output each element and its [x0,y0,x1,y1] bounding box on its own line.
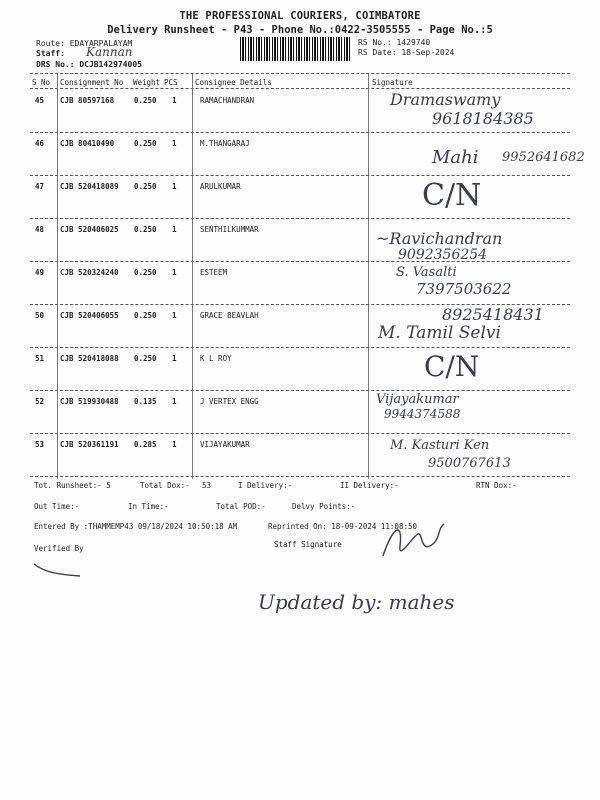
in-time: In Time:- [128,502,169,511]
i-delivery: I Delivery:- [238,481,293,490]
row-signature [372,391,592,433]
row-sno: 49 [35,268,45,277]
row-consignee: K L ROY [200,354,232,363]
row-signature [372,176,592,218]
row-signature [372,219,592,261]
row-consignee: SENTHILKUMMAR [200,225,259,234]
row-sno: 47 [35,182,45,191]
signature-phone: 9500767613 [428,456,511,471]
signature-phone: 9944374588 [384,407,461,421]
table-row [0,391,600,434]
row-weight: 0.250 [134,96,157,105]
row-pcs: 1 [172,354,177,363]
updated-by-note: Updated by: mahes [258,590,455,614]
signature-text: C/N [422,178,482,213]
company-title: THE PROFESSIONAL COURIERS, COIMBATORE [179,10,421,22]
row-sno: 53 [35,440,45,449]
table-header-rule [30,88,570,89]
signature-text: ~Ravichandran [376,229,503,248]
row-pcs: 1 [172,225,177,234]
staff-label: Staff: [36,49,65,58]
entered-by: Entered By :THAMMEMP43 09/18/2024 10:50:18 AM [34,522,238,531]
row-consignment: CJB 80597168 [60,96,115,105]
staff-signature-label: Staff Signature [274,540,342,549]
row-consignment: CJB 520406055 [60,311,119,320]
row-signature [372,305,592,347]
col-pcs: PCS [164,78,178,87]
rs-number: RS No.: 1429740 [358,38,431,47]
row-consignee: GRACE BEAVLAH [200,311,259,320]
row-pcs: 1 [172,182,177,191]
row-pcs: 1 [172,397,177,406]
row-signature [372,262,592,304]
runsheet-title: Delivery Runsheet - P43 - Phone No.:0422-3505555 - Page No.:5 [107,24,493,36]
table-row [0,219,600,262]
row-consignee: VIJAYAKUMAR [200,440,250,449]
row-pcs: 1 [172,311,177,320]
row-consignment: CJB 80410490 [60,139,115,148]
total-pod: Total POD:- [216,502,266,511]
signature-text: Vijayakumar [376,392,459,407]
col-consignee: Consignee Details [195,78,272,87]
row-weight: 0.250 [134,139,157,148]
row-consignee: ESTEEM [200,268,228,277]
staff-signature-scribble [378,516,448,566]
signature-text: 8925418431 [442,305,544,324]
out-time: Out Time:- [34,502,80,511]
row-weight: 0.250 [134,354,157,363]
col-consignment: Consignment No [60,78,124,87]
row-weight: 0.285 [134,440,157,449]
row-pcs: 1 [172,268,177,277]
total-dox-value: 53 [202,481,212,490]
signature-phone: M. Tamil Selvi [378,323,501,343]
table-row [0,434,600,477]
row-consignee: RAMACHANDRAN [200,96,255,105]
staff-handwritten-name: Kannan [86,45,133,59]
row-weight: 0.250 [134,268,157,277]
table-row [0,305,600,348]
rs-date: RS Date: 18-Sep-2024 [358,48,455,57]
route-label: Route: EDAYARPALAYAM [36,39,133,48]
signature-text: M. Kasturi Ken [390,438,490,453]
signature-text: C/N [424,350,480,383]
signature-phone: 9952641682 [502,150,585,165]
row-sno: 48 [35,225,45,234]
table-row [0,133,600,176]
row-pcs: 1 [172,96,177,105]
row-consignment: CJB 520418089 [60,182,119,191]
reprinted-on: Reprinted On: 18-09-2024 11:08:50 [268,522,418,531]
row-signature [372,434,592,476]
row-signature [372,133,592,175]
signature-text: Dramaswamy [390,90,501,109]
row-sno: 45 [35,96,45,105]
col-weight: Weight [133,78,161,87]
col-signature: Signature [372,78,413,87]
row-sno: 51 [35,354,45,363]
row-consignment: CJB 520418088 [60,354,119,363]
row-consignment: CJB 519930488 [60,397,119,406]
row-weight: 0.135 [134,397,157,406]
table-row [0,262,600,305]
row-signature [372,90,592,132]
rtn-dox: RTN Dox:- [476,481,517,490]
ii-delivery: II Delivery:- [340,481,399,490]
drs-number: DRS No.: DCJB142974005 [36,60,142,69]
col-sno: S No [32,78,51,87]
row-weight: 0.250 [134,182,157,191]
table-row [0,90,600,133]
row-pcs: 1 [172,440,177,449]
row-sno: 52 [35,397,45,406]
row-weight: 0.250 [134,311,157,320]
row-consignee: ARULKUMAR [200,182,241,191]
signature-phone: 9092356254 [398,247,488,263]
row-consignee: J VERTEX ENGG [200,397,259,406]
verified-by-scribble [30,556,90,580]
table-top-rule [30,73,570,74]
total-dox-label: Total Dox:- [140,481,190,490]
row-consignment: CJB 520406025 [60,225,119,234]
signature-phone: 7397503622 [416,280,512,298]
row-consignment: CJB 520361191 [60,440,119,449]
row-sno: 50 [35,311,45,320]
signature-text: Mahi [432,147,479,168]
signature-text: S. Vasalti [396,265,457,280]
row-pcs: 1 [172,139,177,148]
row-sno: 46 [35,139,45,148]
delvy-points: Delvy Points:- [292,502,356,511]
row-weight: 0.250 [134,225,157,234]
row-consignment: CJB 520324240 [60,268,119,277]
row-signature [372,348,592,390]
table-row [0,176,600,219]
barcode-image [240,37,352,61]
verified-by: Verified By [34,544,84,553]
signature-phone: 9618184385 [432,109,534,128]
table-bottom-rule [30,476,570,477]
table-row [0,348,600,391]
row-consignee: M.THANGARAJ [200,139,250,148]
tot-runsheet: Tot. Runsheet:- 5 [34,481,111,490]
